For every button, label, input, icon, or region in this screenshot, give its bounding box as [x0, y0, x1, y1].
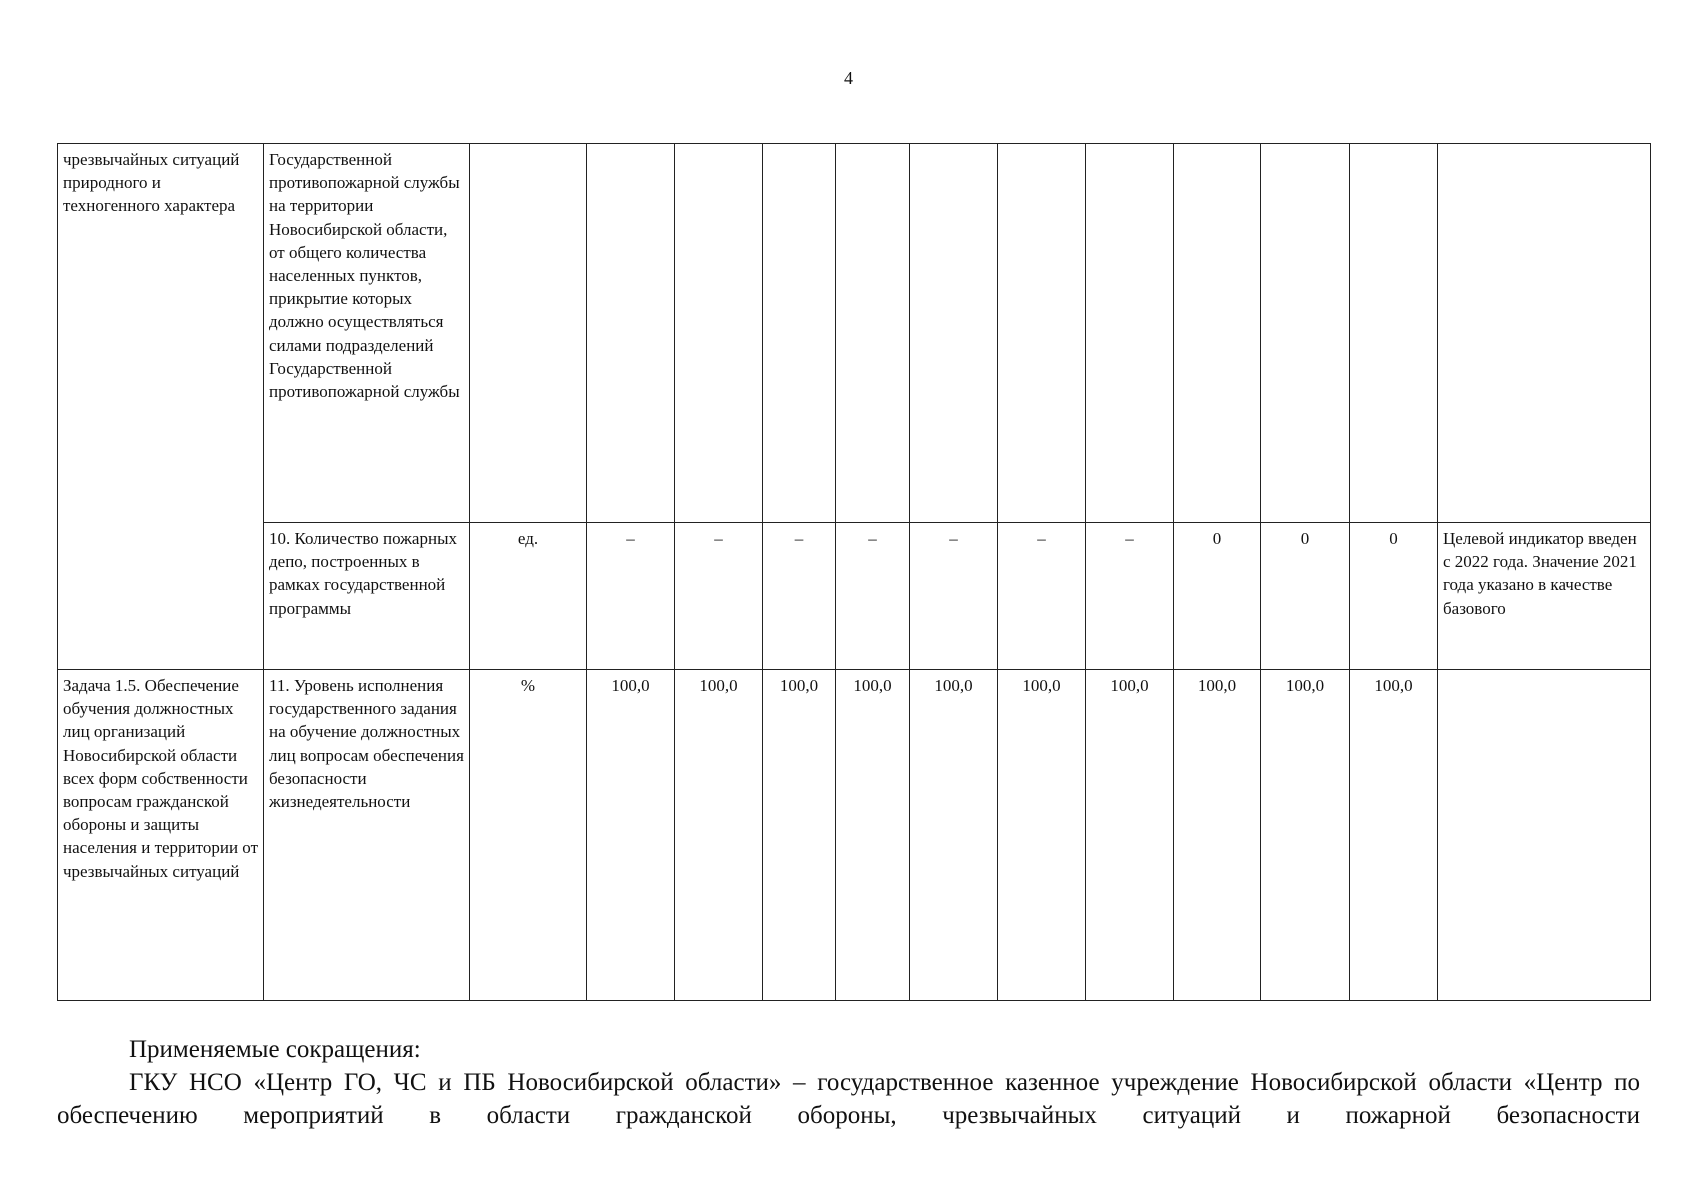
value-cell: 0 [1174, 523, 1261, 670]
value-cell [910, 144, 998, 523]
page-number: 4 [844, 68, 853, 88]
value-cell [1350, 144, 1438, 523]
indicator-cell: Государственной противопожарной службы на территории Новосибирской области, от общего количества населенных пунктов, прикрытие которых должно осуществляться силами подразделений Государственной противопожарной службы [264, 144, 470, 523]
value-cell: 100,0 [998, 670, 1086, 1001]
value-cell: 100,0 [1261, 670, 1350, 1001]
table-row [58, 523, 1651, 670]
value-cell: – [587, 523, 675, 670]
value-cell: – [763, 523, 836, 670]
unit-cell: ед. [470, 523, 587, 670]
value-cell: 0 [1261, 523, 1350, 670]
indicator-cell: 11. Уровень исполнения государственного задания на обучение должностных лиц вопросам обеспечения безопасности жизнедеятельности [264, 670, 470, 1001]
value-cell: – [910, 523, 998, 670]
value-cell [1261, 144, 1350, 523]
task-cell: чрезвычайных ситуаций природного и техногенного характера [58, 144, 264, 670]
value-cell: 100,0 [1174, 670, 1261, 1001]
value-cell: 100,0 [836, 670, 910, 1001]
note-cell: Целевой индикатор введен с 2022 года. Значение 2021 года указано в качестве базового [1438, 523, 1651, 670]
abbreviations-heading: Применяемые сокращения: [129, 1036, 421, 1063]
unit-cell [470, 144, 587, 523]
value-cell [675, 144, 763, 523]
value-cell: – [998, 523, 1086, 670]
abbreviations-section [57, 1033, 1640, 1132]
value-cell: 100,0 [675, 670, 763, 1001]
indicator-cell: 10. Количество пожарных депо, построенных в рамках государственной программы [264, 523, 470, 670]
value-cell [836, 144, 910, 523]
table-row [58, 144, 1651, 523]
note-cell [1438, 144, 1651, 523]
value-cell: 0 [1350, 523, 1438, 670]
table-row [58, 670, 1651, 1001]
value-cell: 100,0 [1350, 670, 1438, 1001]
value-cell: – [675, 523, 763, 670]
note-cell [1438, 670, 1651, 1001]
value-cell [1086, 144, 1174, 523]
value-cell: – [1086, 523, 1174, 670]
task-cell: Задача 1.5. Обеспечение обучения должностных лиц организаций Новосибирской области всех форм собственности вопросам гражданской обороны и защиты населения и территории от чрезвычайных ситуаций [58, 670, 264, 1001]
value-cell: 100,0 [1086, 670, 1174, 1001]
value-cell: 100,0 [587, 670, 675, 1001]
value-cell: 100,0 [910, 670, 998, 1001]
unit-cell: % [470, 670, 587, 1001]
indicators-table [57, 143, 1651, 1001]
value-cell [998, 144, 1086, 523]
value-cell [1174, 144, 1261, 523]
value-cell: 100,0 [763, 670, 836, 1001]
value-cell [763, 144, 836, 523]
abbreviations-text: ГКУ НСО «Центр ГО, ЧС и ПБ Новосибирской области» – государственное казенное учреждение Новосибирской области «Центр по обеспечению мероприятий в области гражданской обороны, чрезвычайных ситуаций и пожарной безопасности [57, 1069, 1640, 1129]
value-cell [587, 144, 675, 523]
value-cell: – [836, 523, 910, 670]
